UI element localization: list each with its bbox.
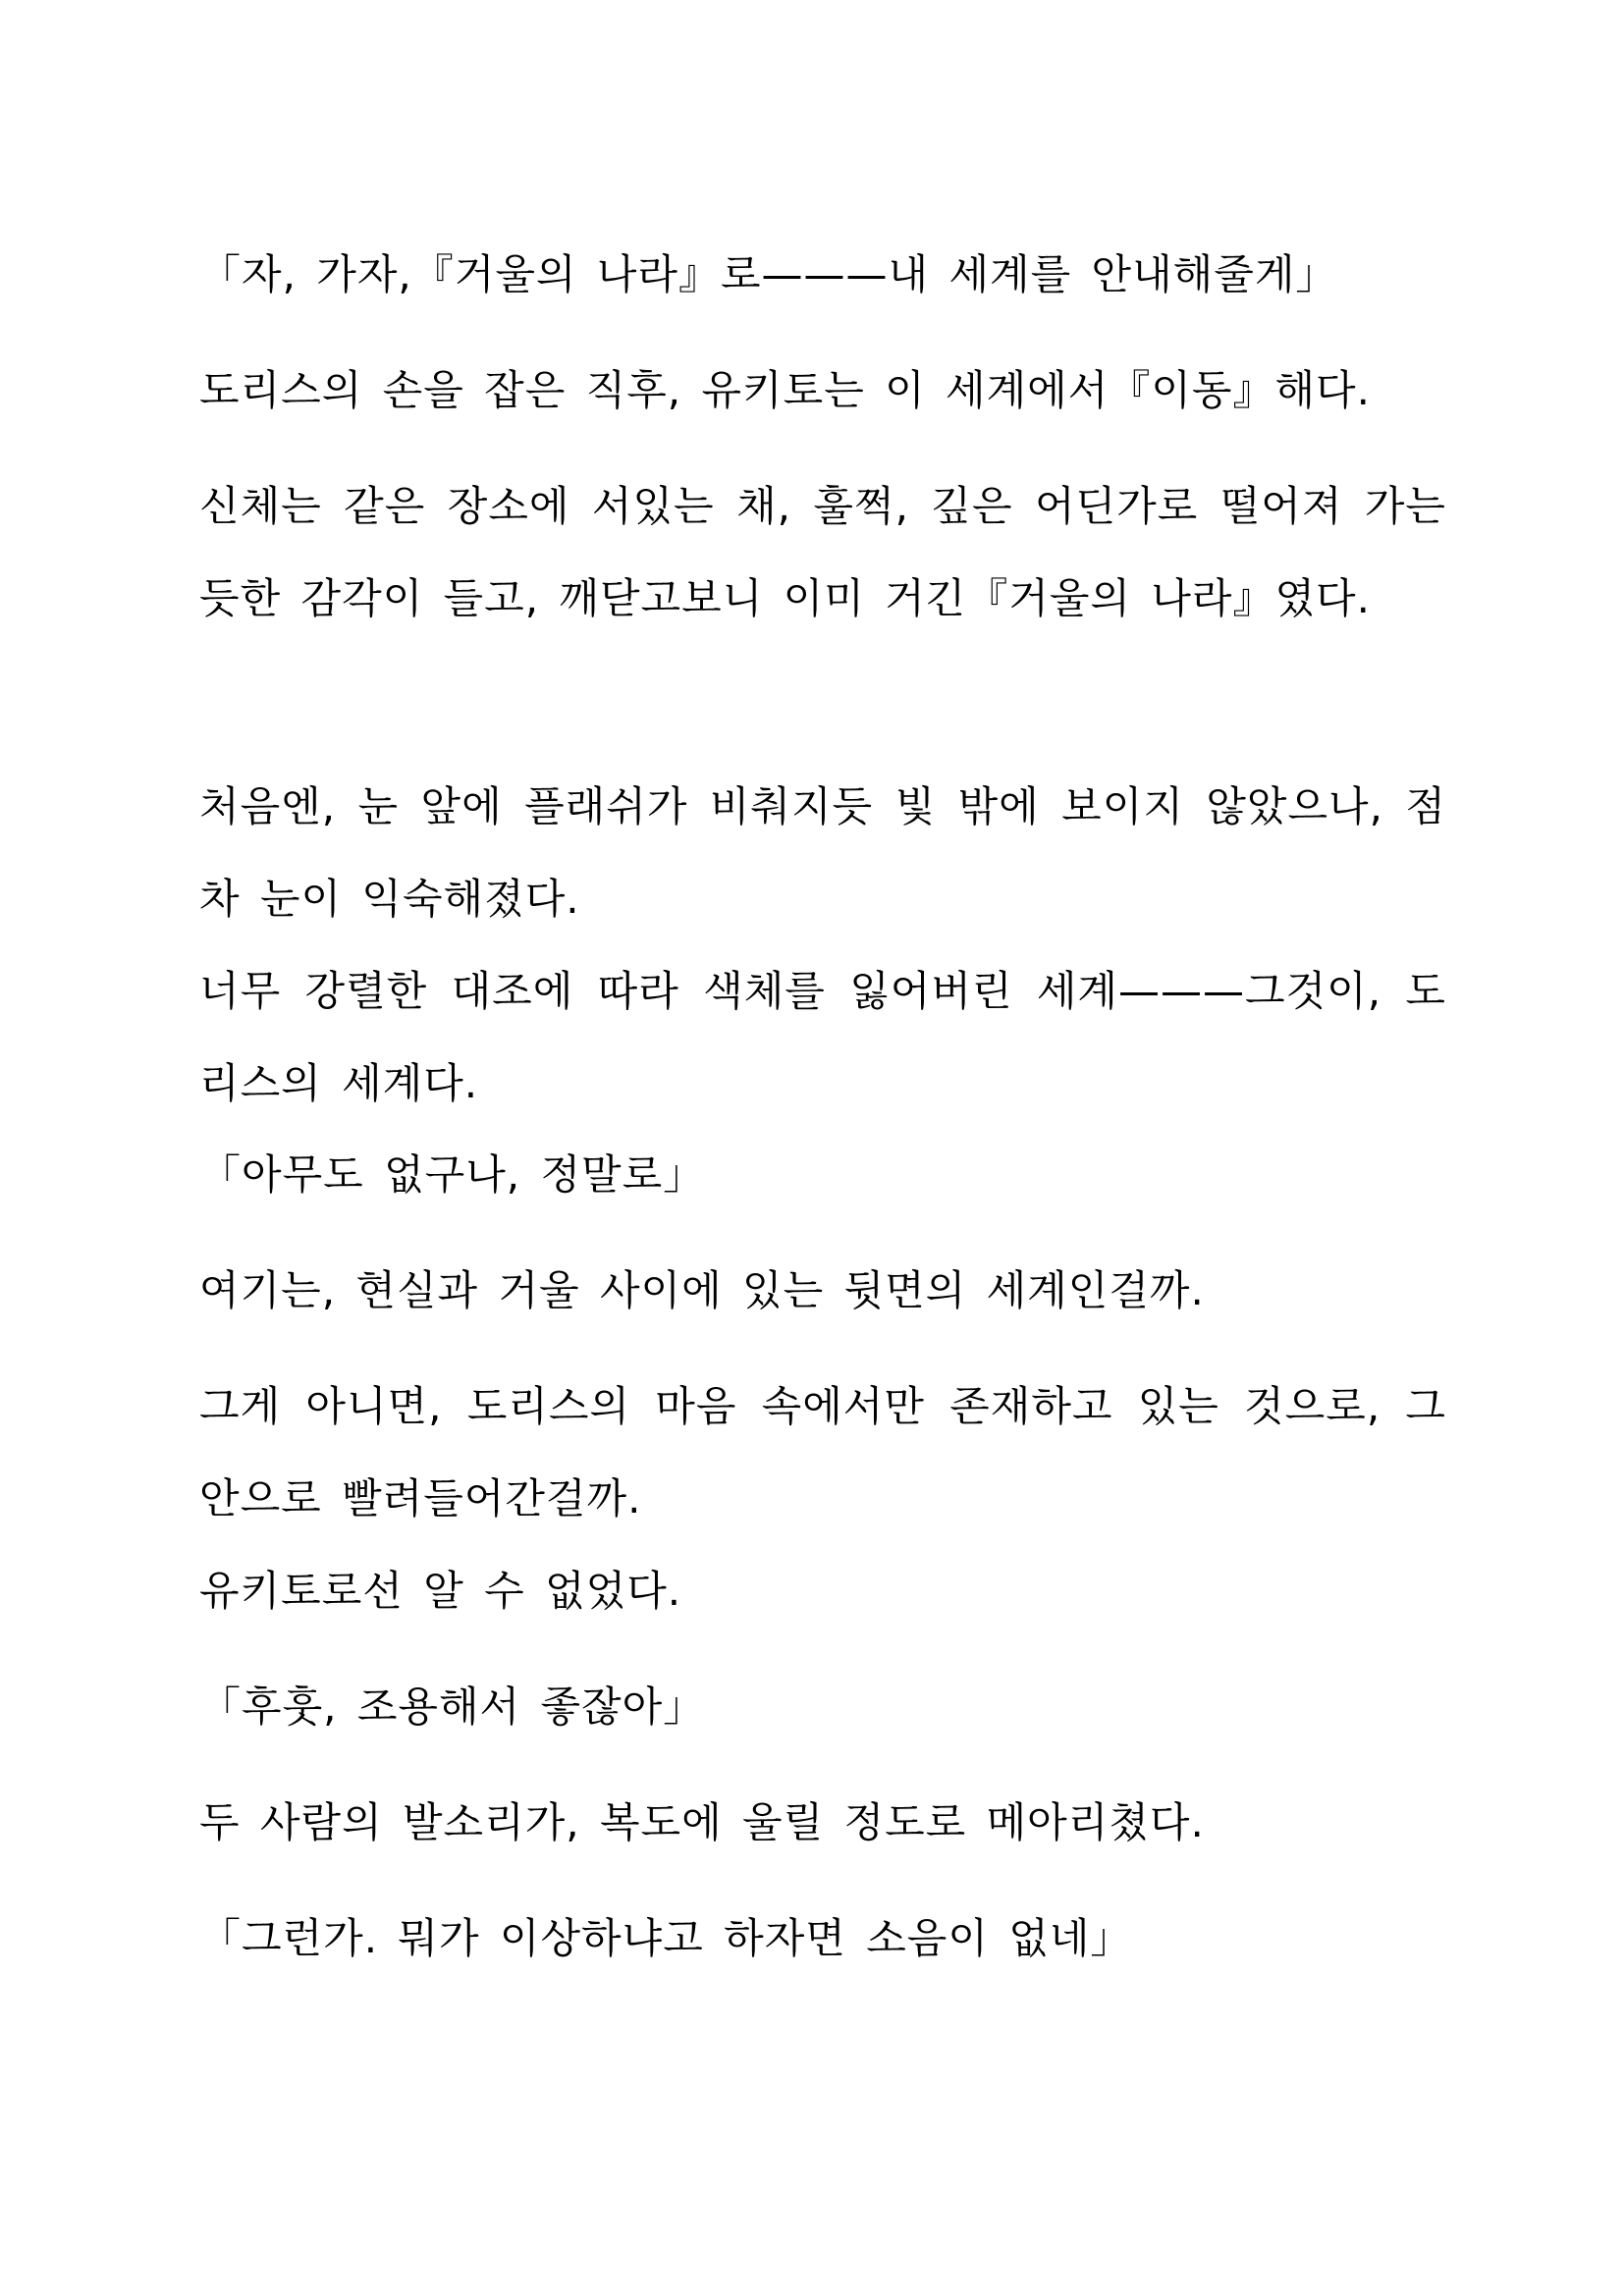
- paragraph-8: 그게 아니면, 도리스의 마음 속에서만 존재하고 있는 것으로, 그 안으로 빨려들어간걸까.: [199, 1382, 1446, 1522]
- paragraph-3: 신체는 같은 장소에 서있는 채, 훌쩍, 깊은 어딘가로 떨어져 가는 듯한 감각이 들고, 깨닫고보니 이미 거긴『거울의 나라』였다.: [199, 482, 1446, 622]
- paragraph-5: 너무 강렬한 대조에 따라 색체를 잃어버린 세계———그것이, 도리스의 세계다.: [199, 967, 1446, 1107]
- paragraph-9: 유키토로선 알 수 없었다.: [199, 1567, 682, 1615]
- paragraph-10: 「후훗, 조용해서 좋잖아」: [199, 1682, 706, 1731]
- paragraph-7: 여기는, 현실과 거울 사이에 있는 뒷면의 세계인걸까.: [199, 1266, 1205, 1314]
- paragraph-2: 도리스의 손을 잡은 직후, 유키토는 이 세계에서『이동』해다.: [199, 366, 1371, 414]
- paragraph-4: 처음엔, 눈 앞에 플래쉬가 비춰지듯 빛 밖에 보이지 않았으나, 점차 눈이 익숙해졌다.: [199, 782, 1446, 923]
- paragraph-1: 「자, 가자,『거울의 나라』로———내 세계를 안내해줄게」: [199, 250, 1338, 298]
- paragraph-12: 「그런가. 뭐가 이상하냐고 하자면 소음이 없네」: [199, 1914, 1133, 1962]
- paragraph-11: 두 사람의 발소리가, 복도에 울릴 정도로 메아리쳤다.: [199, 1798, 1205, 1846]
- paragraph-6: 「아무도 없구나, 정말로」: [199, 1150, 706, 1199]
